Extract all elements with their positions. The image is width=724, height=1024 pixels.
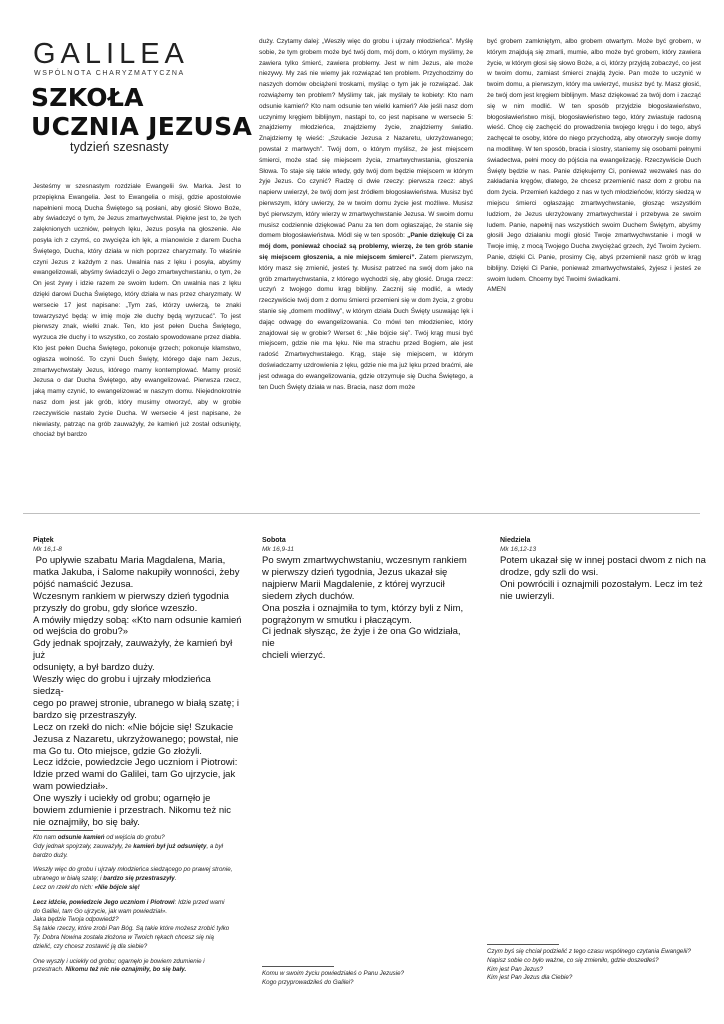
reading-line: odsunięty, a był bardzo duży.	[33, 662, 155, 674]
notes-saturday	[262, 966, 472, 988]
reading-line: bowiem zdumienie i przestrach. Nikomu też nic	[33, 805, 231, 817]
note-emphasis: kamień był już odsunięty	[133, 842, 207, 850]
note-question: Komu w swoim życiu powiedziałeś o Panu Jezusie?	[262, 970, 405, 977]
reading-line: cego po prawej stronie, ubranego w białą szatę; i	[33, 697, 239, 709]
note-emphasis: Nikomu też nic nie oznajmiły, bo się bały.	[65, 966, 187, 974]
reading-line: drodze, gdy szli do wsi.	[500, 566, 599, 578]
note-text: : Idzie przed wami do Galilei, tam Go ujrzycie, jak wam powiedział».	[33, 898, 225, 915]
reading-line: chcieli wierzyć.	[262, 650, 326, 662]
week-subtitle: tydzień szesnasty	[70, 140, 169, 154]
day-name: Piątek	[33, 537, 54, 544]
brand-logo: GALILEA	[33, 38, 189, 70]
reading-line: przyszły do grobu, gdy słońce wzeszło.	[33, 602, 198, 614]
article-text-2a: duży. Czytamy dalej: „Weszły więc do grobu i ujrzały młodzieńca”. Myślę sobie, że tym grobem może być twój dom, mój dom, o którym myślimy, że zawiera tylko śmierć, zawiera problemy. Jest w nim Jezus, ale może niezywy. My zaś nie wiemy jak rozwiązać ten problem. Przychodzimy do naszych domów obciążeni troskami, myśląc o tym jak je rozwiązać. Jak rozwiążemy ten problem? Myślimy tak, jak myślały te kobiety: Kto nam odsunie kamień? Kto nam odsunie ten wielki kamień? Ale jeśli nasz dom uczynimy kręgiem biblijnym, nastąpi to, co jest napisane w wersecie 5: znajdziemy młodzieńca, znajdziemy życie, znajdziemy światło. Znajdziemy tę wieść: „Szukacie Jezusa z Nazaretu, ukrzyżowanego; powstał z martwych”. Twój dom, o którym myślisz, że jest miejscem śmierci, może stać się miejscem życia, zmartwychwstania, głoszenia Słowa. To staje się takie wtedy, gdy twój dom będzie miejscem w którym żyje Jezus. Co czynić? Radzę ci dwie rzeczy: pierwsza rzecz: abyś napierw uwierzył, że twój dom jest źródłem błogosławieństwa. Musisz być pierwszym, który uwierzy, że w twoim domu życie jest możliwe. Musisz być pierwszym, który wierzy w zmartwychwstanie Jezusa. W swoim domu musisz codziennie dziękować Panu za ten dom ogłaszając, że stanie się domem błogosławieństwa. Módl się w ten sposób:	[259, 38, 473, 240]
reading-line: Ci jednak słysząc, że żyje i że ona Go widziała, nie	[262, 626, 461, 650]
title-line-1: SZKOŁA	[31, 83, 144, 112]
note-emphasis: Lecz idźcie, powiedzcie Jego uczniom i Piotrowi	[33, 898, 175, 906]
note-text: Gdy jednak spojrzały, zauważyły, że	[33, 842, 134, 850]
day-name: Niedziela	[500, 537, 531, 544]
article-column-3	[487, 37, 701, 296]
title-line-2: UCZNIA JEZUSA	[31, 112, 253, 141]
reading-text	[500, 555, 710, 603]
article-text-2	[259, 37, 473, 393]
note-text: One wyszły i uciekły od grobu; ogarnęło je bowiem zdumienie i przestrach.	[33, 957, 205, 974]
note-separator	[487, 944, 559, 945]
note-text: Są takie rzeczy, które zrobi Pan Bóg. Są takie które możesz zrobić tylko Ty. Dobra Nowina została złożona w Twoich rękach chcesz się nią dzielić, czy chcesz zostawić ją dla siebie?	[33, 925, 230, 950]
reading-line: Weszły więc do grobu i ujrzały młodzieńca siedzą-	[33, 674, 211, 697]
article-prayer-bold: „Panie dziękuję Ci za mój dom, ponieważ chociaż są problemy, wierzę, że ten grób stanie się miejscem głoszenia, a nie miejscem śmierci”.	[259, 232, 473, 261]
article-column-2	[259, 37, 473, 393]
reading-line: siedem złych duchów.	[262, 590, 355, 602]
article-text-2b: Zatem pierwszym, który masz się zmienić, jesteś ty. Musisz patrzeć na swój dom jako na grób zmartwychwstania, z którego wychodzi się, aby głosić. Druga rzecz: uczyń z twojego domu krąg biblijny. Zacznij się modlić, a wtedy rzeczywiście twój dom z domu śmierci przemieni się w dom życia, z grobu stanie się „domem modlitwy”, w którym działa Duch Święty usuwając lęk i dając odwagę do ewangelizowania. Co mówi ten młodzieniec, który znajdował się w grobie? Werset 6: „Nie bójcie się”. Twój krąg musi być miejscem, gdzie nie ma lęku. Nie ma strachu przed Bogiem, ale jest radość Zmartwychwstałego. Krąg, staje się miejscem, w którym doświadczamy uzdrowienia z lęku, gdzie nie ma już lęku przed braćmi, ale jest odwaga do ewangelizowania, gdzie otrzymuje się Ducha Świętego, a ten Duch Święty działa w nas. Bracia, nasz dom może	[259, 253, 473, 391]
note-emphasis: «Nie bójcie się!	[94, 883, 140, 891]
note-question: Kim jest Pan Jezus?	[487, 965, 544, 973]
reading-line: Idzie przed wami do Galilei, tam Go ujrzycie, jak	[33, 769, 236, 781]
note-text: Lecz on rzekł do nich:	[33, 883, 95, 891]
note-question: Kogo przyprowadziłeś do Galilei?	[262, 978, 354, 986]
reading-line: w pierwszy dzień tygodnia, Jezus ukazał się	[262, 566, 448, 578]
reading-line: Potem ukazał się w innej postaci dwom z nich na	[500, 555, 706, 566]
reading-line: A mówiły między sobą: «Kto nam odsunie kamień	[33, 614, 242, 626]
day-name: Sobota	[262, 537, 286, 544]
note-separator	[262, 966, 334, 967]
reading-line: pójść namaścić Jezusa.	[33, 578, 134, 590]
reading-line: Lecz on rzekł do nich: «Nie bójcie się! Szukacie	[33, 721, 234, 733]
section-divider	[23, 513, 700, 514]
reading-line: najpierw Marii Magdalenie, z której wyrzucił	[262, 578, 445, 590]
notes-sunday	[487, 944, 697, 983]
reading-line: nie oznajmiły, bo się bały.	[33, 816, 140, 828]
reading-line: pogrążonym w smutku i płaczącym.	[262, 614, 412, 626]
reading-line: One wyszły i uciekły od grobu; ogarnęło je	[33, 793, 211, 805]
reading-line: Po swym zmartwychwstaniu, wczesnym rankiem	[262, 555, 467, 566]
note-text: Weszły więc do grobu i ujrzały młodzieńca siedzącego po prawej stronie, ubranego w białą szatę; i	[33, 866, 233, 883]
scripture-reference: Mk 16,9-11	[262, 546, 295, 553]
note-emphasis: bardzo się przestraszyły	[103, 875, 175, 883]
note-separator	[33, 830, 93, 831]
reading-text	[33, 555, 243, 829]
reading-line: wam powiedział».	[33, 781, 108, 793]
note-paragraph	[33, 866, 233, 892]
note-question: Czym byś się chciał podzielić z tego czasu wspólnego czytania Ewangelii?	[487, 948, 691, 955]
note-text: od wejścia do grobu?	[104, 834, 165, 841]
reading-line: Wczesnym rankiem w pierwszy dzień tygodnia	[33, 590, 229, 602]
note-emphasis: odsunie kamień	[57, 834, 105, 841]
reading-text	[262, 555, 472, 662]
reading-line: nie uwierzyli.	[500, 590, 555, 602]
note-question: Napisz sobie co było ważne, co się zmieniło, gdzie doszedłeś?	[487, 956, 659, 964]
note-paragraph	[33, 958, 233, 976]
reading-line: Ona poszła i oznajmiła to tym, którzy byli z Nim,	[262, 602, 464, 614]
article-column-1	[33, 182, 241, 441]
reading-line: od wejścia do grobu?»	[33, 626, 129, 638]
reading-line: Oni powrócili i oznajmili pozostałym. Lecz im też	[500, 578, 703, 590]
article-amen: AMEN	[487, 286, 506, 294]
scripture-reference: Mk 16,12-13	[500, 546, 537, 553]
note-paragraph	[33, 899, 233, 952]
note-text: .	[174, 875, 177, 883]
reading-saturday	[262, 536, 472, 662]
notes-friday	[33, 830, 233, 981]
note-paragraph	[33, 834, 233, 860]
reading-friday	[33, 536, 243, 829]
scripture-reference: Mk 16,1-8	[33, 546, 62, 553]
note-text: , a był bardzo duży.	[33, 842, 223, 859]
reading-sunday	[500, 536, 710, 603]
reading-line: Lecz idźcie, powiedzcie Jego uczniom i Piotrowi:	[33, 757, 238, 769]
article-text-1: Jesteśmy w szesnastym rozdziale Ewangelii św. Marka. Jest to przepiękna Ewangelia. Jest to Ewangelia o misji, gdzie apostołowie napełnieni mocą Ducha Świętego są posłani, aby głosić Słowo Boże, aby świadczyć o tym, że Jezus zmartwychwstał. Piękne jest to, że tych zalęknionych uczniów, pełnych lęku, Jezus posyła na głoszenie. Ale posyła ich z czymś, co zwycięża ich lęk, a mianowicie z darem Ducha Świętego, Ducha, który działa w nich poprzez charyzmaty. To właśnie czyni Jezus z każdym z nas. Uwalnia nas z lęku i posyła, abyśmy ewangelizowali, abyśmy świadczyli o Jego zmartwychwstaniu, o tym, że On jest żywy i idzie razem ze swoim ludem. On uwalnia nas z lęku dzięki darowi Ducha Świętego, który działa w nas przez charyzmaty. W wersecie 17 jest napisane: „Tym zaś, którzy uwierzą, te znaki towarzyszyć będą: w imię moje złe duchy będą wyrzucać”. To jest pierwszy znak, wielki znak. Ten, kto jest pełen Ducha Świętego, wyrzuca złe duchy i to wszystko, co zostało spowodowane przez diabła. Kto jest pełen Ducha Świętego, pokonuje grzech; pokonuje kłamstwo, ogłasza wolność. To czyni Duch Święty, którego daje nam Jezus, zmartwychwstały Jezus, którego mamy kontemplować. Mamy prosić Jezusa o dar Ducha Świętego, aby ewangelizować. Pierwsza rzecz, jaką mamy czynić, to ewangelizować w naszym domu. Niejednokrotnie nasz dom jest jak grób, który musimy otworzyć, aby w grobie rzeczywiście nastało życie Ducha. W wersecie 4 jest napisane, że niewiasty, patrząc na grób zauważyły, że kamień już został odsunięty, chociaż był bardzo	[33, 183, 241, 439]
reading-line: Gdy jednak spojrzały, zauważyły, że kamień był już	[33, 638, 233, 662]
reading-line: bardzo się przestraszyły.	[33, 709, 137, 721]
brand-subtitle: WSPÓLNOTA CHARYZMATYCZNA	[34, 70, 185, 77]
page-title	[31, 83, 252, 141]
reading-line: Jezusa z Nazaretu, ukrzyżowanego; powstał, nie	[33, 733, 239, 745]
article-text-3: być grobem zamkniętym, albo grobem otwartym. Może być grobem, w którym znajdują się zmarli, mumie, albo może być grobem, który zawiera życie, w którym głosi się słowo Boże, a ci, którzy przyjdą zobaczyć, co jest w twoim domu, zamiast śmierci znajdą życie. Pan może to uczynić w twoim domu, a pierwszym, który ma uwierzyć, musisz być ty. Masz głosić, że twój dom jest kręgiem biblijnym. Masz dziękować za twój dom i zacząć się w nim modlić. W ten sposób przyjdzie błogosławieństwo, błogosławieństwo misji, błogosławieństwo tego, który zwiastuje radosną wieść. Chcę cię zachęcić do prowadzenia twojego kręgu i do tego, abyś zachęcał te osoby, które do niego przychodzą, aby otworzyły swoje domy na modlitwę. W ten sposób, bracia i siostry, staniemy się osobami pełnymi świadectwa, pełni mocy do pójścia na ewangelizację. Rzeczywiście Duch Święty będzie w nas. Panie dziękujemy Ci, ponieważ wezwałeś nas do zakładania kręgów, dlatego, że chcesz przemienić nasz dom z grobu na dom życia. Przemień każdego z nas w tych młodzieńców, którzy siedzą w miejscu śmierci ogłaszając zmartwychwstanie, głosząc wszystkim ludziom, że Jezus ukrzyżowany zmartwychwstał i przebywa ze swoim ludem. Panie, napełnij nas wszystkich swoim Duchem Świętym, abyśmy głosili Jego działaniu mogli głosić Twoje zmartwychwstanie i mogli w Twoje imię, z mocą Twojego Ducha zwyciężać grzech, żyć Twoim życiem. Panie, dzięki Ci. Panie, prosimy Cię, abyś przemienił nasz grób w krąg biblijny. Dzięki Ci Panie, ponieważ zmartwychwstałeś, żyjesz i jesteś ze swoim ludem. Chcemy być Twoimi świadkami.	[487, 38, 701, 283]
reading-line: matka Jakuba, i Salome nakupiły wonności, żeby	[33, 566, 240, 578]
reading-line: ma Go tu. Oto miejsce, gdzie Go złożyli.	[33, 745, 202, 757]
note-question: Kim jest Pan Jezus dla Ciebie?	[487, 974, 573, 982]
reading-line: Po upływie szabatu Maria Magdalena, Maria,	[33, 555, 226, 566]
note-text: Kto nam	[33, 834, 58, 841]
note-text: Jaka będzie Twoja odpowiedź?	[33, 916, 119, 924]
